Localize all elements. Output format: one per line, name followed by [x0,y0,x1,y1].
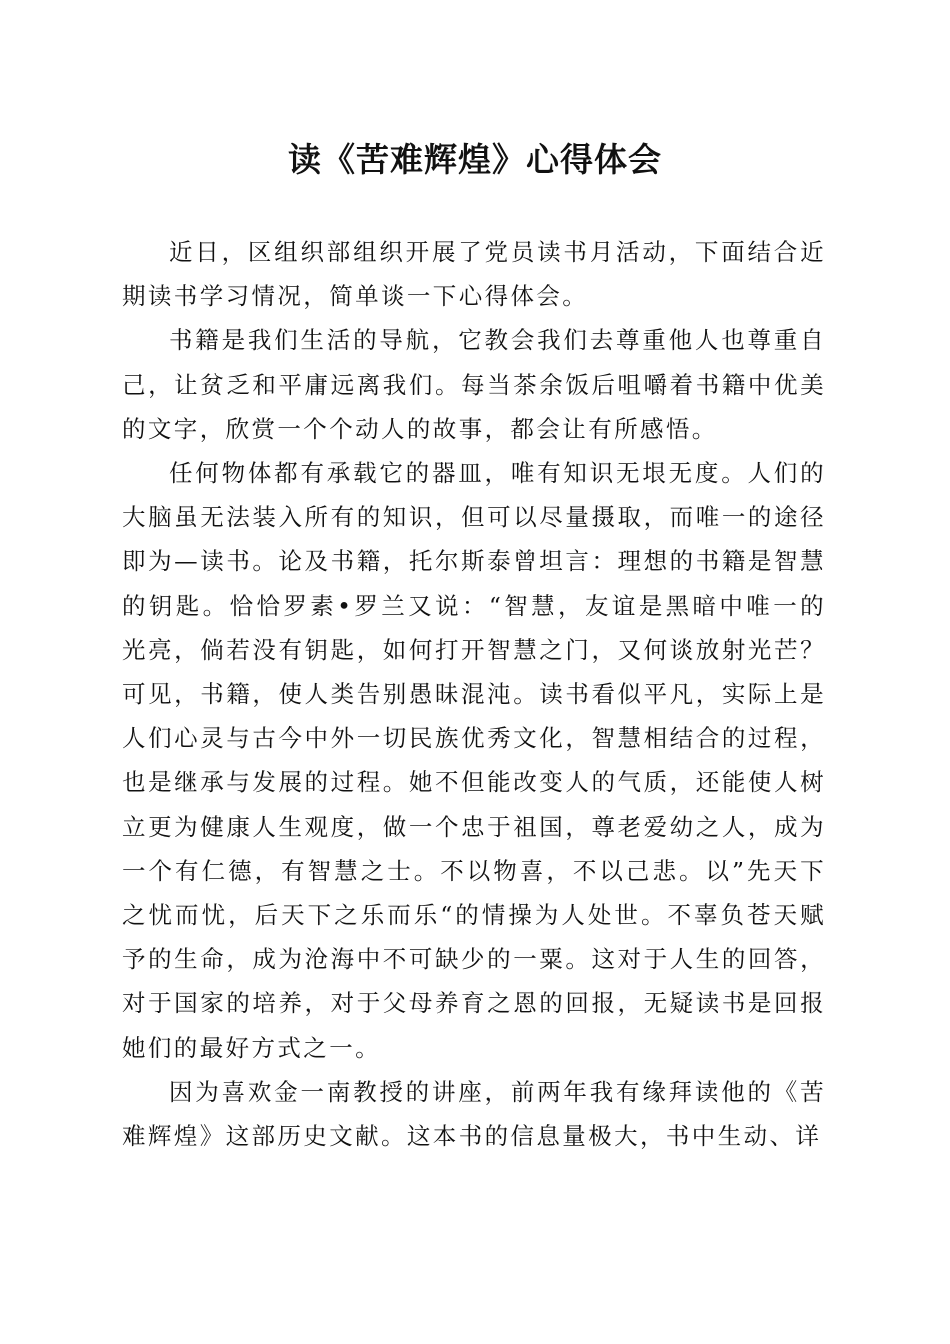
document-body [122,230,826,1158]
document-title: 读《苦难辉煌》心得体会 [288,140,662,179]
paragraph-3: 任何物体都有承载它的器皿，唯有知识无垠无度。人们的大脑虽无法装入所有的知识，但可以尽量摄取，而唯一的途径即为—读书。论及书籍，托尔斯泰曾坦言：理想的书籍是智慧的钥匙。恰恰罗素•罗兰又说：“智慧，友谊是黑暗中唯一的光亮，倘若没有钥匙，如何打开智慧之门，又何谈放射光芒？可见，书籍，使人类告别愚昧混沌。读书看似平凡，实际上是人们心灵与古今中外一切民族优秀文化，智慧相结合的过程，也是继承与发展的过程。她不但能改变人的气质，还能使人树立更为健康人生观度，做一个忠于祖国，尊老爱幼之人，成为一个有仁德，有智慧之士。不以物喜，不以己悲。以”先天下之忧而忧，后天下之乐而乐“的情操为人处世。不辜负苍天赋予的生命，成为沧海中不可缺少的一粟。这对于人生的回答，对于国家的培养，对于父母养育之恩的回报，无疑读书是回报她们的最好方式之一。 [122,459,826,1062]
paragraph-2: 书籍是我们生活的导航，它教会我们去尊重他人也尊重自己，让贫乏和平庸远离我们。每当茶余饭后咀嚼着书籍中优美的文字，欣赏一个个动人的故事，都会让有所感悟。 [122,326,826,443]
paragraph-1: 近日，区组织部组织开展了党员读书月活动，下面结合近期读书学习情况，简单谈一下心得体会。 [122,238,826,311]
paragraph-4: 因为喜欢金一南教授的讲座，前两年我有缘拜读他的《苦难辉煌》这部历史文献。这本书的信息量极大，书中生动、详 [122,1077,826,1151]
